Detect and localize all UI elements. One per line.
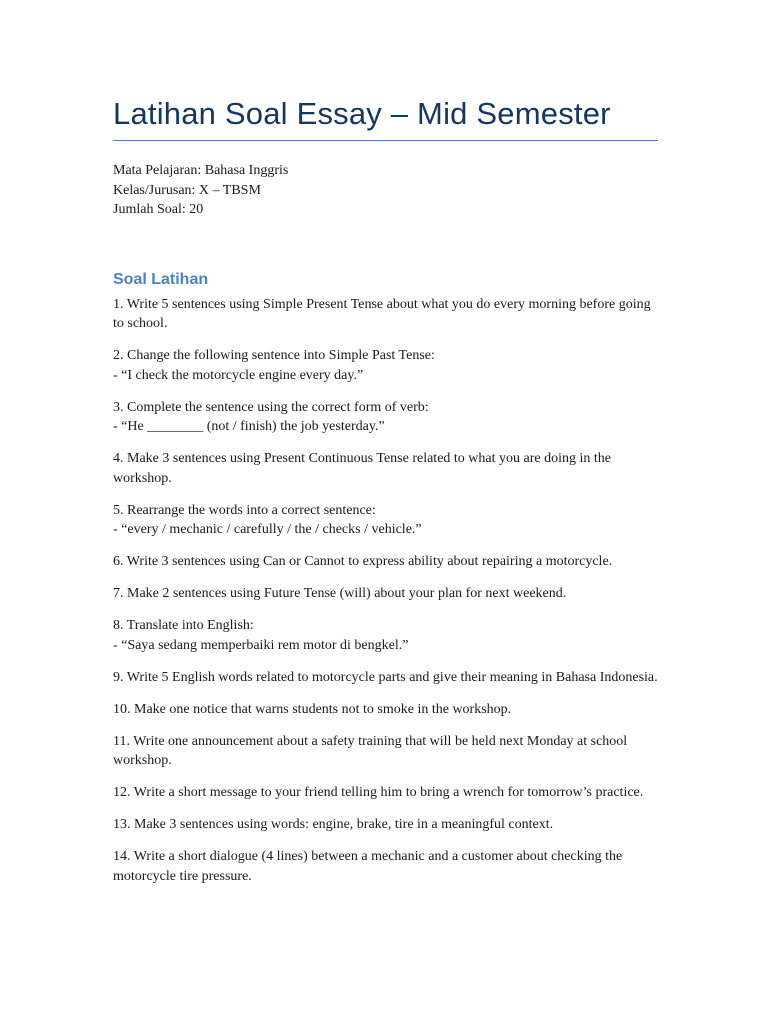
section-heading: Soal Latihan bbox=[113, 270, 209, 288]
question-text: 9. Write 5 English words related to motorcycle parts and give their meaning in Bahasa Indonesia. bbox=[113, 669, 658, 685]
question-item bbox=[113, 398, 658, 437]
question-item bbox=[113, 584, 658, 604]
question-text: 5. Rearrange the words into a correct sentence: bbox=[113, 502, 376, 518]
question-text: 14. Write a short dialogue (4 lines) between a mechanic and a customer about checking the motorcycle tire pressure. bbox=[113, 849, 623, 884]
question-sub-text: - “He ________ (not / finish) the job yesterday.” bbox=[113, 419, 385, 434]
question-text: 4. Make 3 sentences using Present Continuous Tense related to what you are doing in the workshop. bbox=[113, 451, 611, 486]
question-item bbox=[113, 449, 658, 488]
question-item bbox=[113, 732, 658, 771]
question-text: 11. Write one announcement about a safety training that will be held next Monday at school workshop. bbox=[113, 733, 628, 768]
question-sub-text: - “Saya sedang memperbaiki rem motor di bengkel.” bbox=[113, 637, 409, 653]
question-item bbox=[113, 847, 658, 886]
question-text: 7. Make 2 sentences using Future Tense (will) about your plan for next weekend. bbox=[113, 586, 567, 601]
document-meta bbox=[113, 161, 658, 220]
question-item bbox=[113, 346, 658, 385]
question-item bbox=[113, 815, 658, 835]
question-item bbox=[113, 700, 658, 720]
question-text: 3. Complete the sentence using the correct form of verb: bbox=[113, 399, 429, 415]
document-content bbox=[113, 94, 658, 899]
question-text: 12. Write a short message to your friend telling him to bring a wrench for tomorrow’s practice. bbox=[113, 785, 644, 800]
meta-subject: Mata Pelajaran: Bahasa Inggris bbox=[113, 163, 289, 178]
question-sub-text: - “I check the motorcycle engine every day.” bbox=[113, 367, 364, 383]
question-sub-text: - “every / mechanic / carefully / the / checks / vehicle.” bbox=[113, 522, 422, 537]
question-text: 6. Write 3 sentences using Can or Cannot to express ability about repairing a motorcycle. bbox=[113, 554, 613, 569]
question-text: 10. Make one notice that warns students not to smoke in the workshop. bbox=[113, 701, 512, 717]
question-text: 2. Change the following sentence into Simple Past Tense: bbox=[113, 348, 435, 363]
question-item bbox=[113, 783, 658, 803]
question-item bbox=[113, 501, 658, 540]
question-item bbox=[113, 668, 658, 688]
question-text: 8. Translate into English: bbox=[113, 618, 254, 633]
question-text: 1. Write 5 sentences using Simple Present Tense about what you do every morning before going to school. bbox=[113, 296, 651, 331]
question-list bbox=[113, 295, 658, 887]
meta-question-count: Jumlah Soal: 20 bbox=[113, 202, 204, 217]
question-text: 13. Make 3 sentences using words: engine, brake, tire in a meaningful context. bbox=[113, 817, 554, 832]
meta-class: Kelas/Jurusan: X – TBSM bbox=[113, 182, 261, 198]
document-title: Latihan Soal Essay – Mid Semester bbox=[113, 94, 658, 141]
question-item bbox=[113, 616, 658, 655]
question-item bbox=[113, 295, 658, 334]
question-item bbox=[113, 552, 658, 572]
